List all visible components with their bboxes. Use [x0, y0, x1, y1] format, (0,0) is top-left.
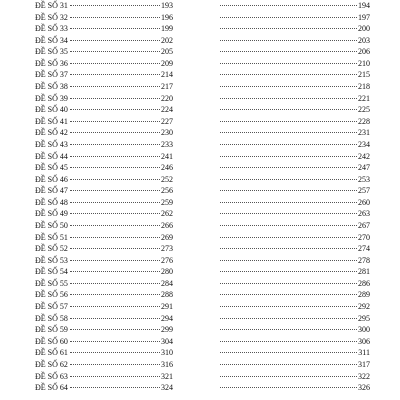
dot-leader: [70, 190, 160, 191]
toc-entry-title: ĐỀ SỐ 63: [35, 371, 68, 381]
toc-entry-page-number: 262: [161, 209, 173, 219]
toc-entry-page-number: 197: [358, 12, 370, 22]
toc-entry[interactable]: [35, 185, 173, 197]
toc-entry-page-number: 284: [161, 278, 173, 288]
toc-entry-title: ĐỀ SỐ 42: [35, 128, 68, 138]
toc-entry[interactable]: [220, 127, 370, 139]
toc-entry[interactable]: [35, 12, 173, 24]
toc-entry-title: ĐỀ SỐ 44: [35, 151, 68, 161]
toc-entry[interactable]: [220, 162, 370, 174]
dot-leader: [70, 283, 160, 284]
toc-entry-page-number: 214: [161, 70, 173, 80]
toc-entry[interactable]: [220, 347, 370, 359]
toc-entry-page-number: 253: [358, 174, 370, 184]
dot-leader: [220, 260, 357, 261]
dot-leader: [70, 202, 160, 203]
toc-entry-page-number: 227: [161, 116, 173, 126]
dot-leader: [220, 156, 357, 157]
toc-entry-title: ĐỀ SỐ 43: [35, 139, 68, 149]
toc-entry-page-number: 206: [358, 47, 370, 57]
toc-entry-title: ĐỀ SỐ 64: [35, 383, 68, 393]
dot-leader: [220, 40, 357, 41]
toc-entry-page-number: 300: [358, 325, 370, 335]
toc-entry-title: ĐỀ SỐ 48: [35, 197, 68, 207]
dot-leader: [220, 306, 357, 307]
toc-entry[interactable]: [35, 46, 173, 58]
dot-leader: [70, 63, 160, 64]
toc-entry-page-number: 194: [358, 1, 370, 10]
dot-leader: [70, 387, 160, 388]
dot-leader: [70, 271, 160, 272]
dot-leader: [220, 341, 357, 342]
dot-leader: [70, 74, 160, 75]
toc-entry[interactable]: [220, 220, 370, 232]
dot-leader: [220, 237, 357, 238]
dot-leader: [70, 260, 160, 261]
toc-entry-title: ĐỀ SỐ 45: [35, 163, 68, 173]
toc-entry[interactable]: [220, 116, 370, 128]
toc-entry[interactable]: [35, 243, 173, 255]
toc-entry-page-number: 256: [161, 186, 173, 196]
toc-entry[interactable]: [35, 35, 173, 47]
toc-entry-page-number: 233: [161, 139, 173, 149]
toc-entry[interactable]: [35, 127, 173, 139]
dot-leader: [220, 98, 357, 99]
dot-leader: [70, 306, 160, 307]
toc-entry[interactable]: [220, 208, 370, 220]
dot-leader: [70, 28, 160, 29]
toc-entry[interactable]: [220, 197, 370, 209]
toc-entry[interactable]: [35, 93, 173, 105]
toc-entry-page-number: 252: [161, 174, 173, 184]
toc-entry-page-number: 263: [358, 209, 370, 219]
dot-leader: [70, 341, 160, 342]
dot-leader: [220, 271, 357, 272]
dot-leader: [70, 5, 160, 6]
toc-entry[interactable]: [35, 0, 173, 12]
toc-entry-title: ĐỀ SỐ 59: [35, 325, 68, 335]
toc-entry[interactable]: [35, 81, 173, 93]
dot-leader: [70, 329, 160, 330]
toc-entry-page-number: 228: [358, 116, 370, 126]
dot-leader: [70, 179, 160, 180]
toc-entry-title: ĐỀ SỐ 31: [35, 1, 68, 10]
dot-leader: [70, 225, 160, 226]
dot-leader: [70, 86, 160, 87]
toc-entry[interactable]: [220, 382, 370, 394]
toc-entry-title: ĐỀ SỐ 49: [35, 209, 68, 219]
dot-leader: [220, 329, 357, 330]
toc-entry-page-number: 274: [358, 244, 370, 254]
dot-leader: [70, 318, 160, 319]
dot-leader: [70, 51, 160, 52]
toc-entry-page-number: 217: [161, 82, 173, 92]
toc-entry-title: ĐỀ SỐ 60: [35, 336, 68, 346]
toc-entry[interactable]: [35, 174, 173, 186]
toc-entry-title: ĐỀ SỐ 56: [35, 290, 68, 300]
toc-entry-page-number: 321: [161, 371, 173, 381]
dot-leader: [220, 132, 357, 133]
toc-entry-page-number: 306: [358, 336, 370, 346]
toc-entry-page-number: 270: [358, 232, 370, 242]
dot-leader: [220, 294, 357, 295]
toc-entry-page-number: 260: [358, 197, 370, 207]
dot-leader: [70, 109, 160, 110]
toc-entry[interactable]: [220, 69, 370, 81]
toc-entry-title: ĐỀ SỐ 52: [35, 244, 68, 254]
toc-entry[interactable]: [35, 139, 173, 151]
toc-right-column: [220, 0, 370, 394]
toc-entry-page-number: 291: [161, 302, 173, 312]
dot-leader: [70, 352, 160, 353]
dot-leader: [220, 86, 357, 87]
toc-left-column: [35, 0, 173, 394]
dot-leader: [70, 156, 160, 157]
dot-leader: [70, 167, 160, 168]
toc-entry-page-number: 267: [358, 220, 370, 230]
toc-entry-page-number: 294: [161, 313, 173, 323]
toc-entry-title: ĐỀ SỐ 53: [35, 255, 68, 265]
toc-entry[interactable]: [35, 232, 173, 244]
toc-entry[interactable]: [35, 255, 173, 267]
dot-leader: [70, 248, 160, 249]
toc-entry-page-number: 281: [358, 267, 370, 277]
toc-entry-page-number: 288: [161, 290, 173, 300]
toc-entry-page-number: 209: [161, 58, 173, 68]
toc-entry-page-number: 304: [161, 336, 173, 346]
toc-entry-page-number: 295: [358, 313, 370, 323]
toc-entry[interactable]: [220, 232, 370, 244]
toc-entry-page-number: 202: [161, 35, 173, 45]
toc-entry-page-number: 316: [161, 359, 173, 369]
toc-entry[interactable]: [220, 243, 370, 255]
toc-entry-title: ĐỀ SỐ 35: [35, 47, 68, 57]
dot-leader: [70, 294, 160, 295]
dot-leader: [220, 63, 357, 64]
toc-entry-title: ĐỀ SỐ 32: [35, 12, 68, 22]
toc-entry[interactable]: [220, 23, 370, 35]
toc-entry-title: ĐỀ SỐ 46: [35, 174, 68, 184]
toc-entry-page-number: 199: [161, 24, 173, 34]
toc-entry[interactable]: [220, 324, 370, 336]
toc-entry-title: ĐỀ SỐ 36: [35, 58, 68, 68]
toc-entry[interactable]: [35, 324, 173, 336]
toc-entry-page-number: 324: [161, 383, 173, 393]
toc-entry[interactable]: [35, 371, 173, 383]
dot-leader: [220, 387, 357, 388]
toc-entry[interactable]: [35, 69, 173, 81]
toc-entry[interactable]: [35, 382, 173, 394]
toc-entry-page-number: 310: [161, 348, 173, 358]
toc-entry-page-number: 205: [161, 47, 173, 57]
toc-entry-page-number: 289: [358, 290, 370, 300]
toc-entry[interactable]: [35, 347, 173, 359]
toc-entry-page-number: 257: [358, 186, 370, 196]
toc-entry[interactable]: [220, 336, 370, 348]
toc-entry-page-number: 266: [161, 220, 173, 230]
toc-entry-page-number: 322: [358, 371, 370, 381]
toc-entry[interactable]: [220, 255, 370, 267]
toc-entry-page-number: 234: [358, 139, 370, 149]
toc-entry-page-number: 224: [161, 105, 173, 115]
toc-entry-title: ĐỀ SỐ 39: [35, 93, 68, 103]
toc-entry-page-number: 225: [358, 105, 370, 115]
toc-entry[interactable]: [220, 313, 370, 325]
dot-leader: [70, 213, 160, 214]
toc-entry[interactable]: [35, 104, 173, 116]
toc-entry-title: ĐỀ SỐ 61: [35, 348, 68, 358]
toc-entry[interactable]: [35, 336, 173, 348]
dot-leader: [220, 51, 357, 52]
toc-entry[interactable]: [35, 289, 173, 301]
toc-entry-title: ĐỀ SỐ 40: [35, 105, 68, 115]
toc-entry-page-number: 215: [358, 70, 370, 80]
toc-entry-page-number: 218: [358, 82, 370, 92]
toc-entry-title: ĐỀ SỐ 34: [35, 35, 68, 45]
dot-leader: [220, 225, 357, 226]
toc-entry-page-number: 221: [358, 93, 370, 103]
toc-entry-page-number: 326: [358, 383, 370, 393]
dot-leader: [220, 74, 357, 75]
toc-entry-title: ĐỀ SỐ 57: [35, 302, 68, 312]
toc-entry[interactable]: [220, 46, 370, 58]
toc-entry[interactable]: [35, 58, 173, 70]
toc-entry-page-number: 273: [161, 244, 173, 254]
dot-leader: [220, 202, 357, 203]
toc-entry[interactable]: [220, 93, 370, 105]
toc-entry[interactable]: [220, 139, 370, 151]
toc-entry-page-number: 299: [161, 325, 173, 335]
dot-leader: [220, 248, 357, 249]
toc-entry[interactable]: [35, 151, 173, 163]
toc-entry[interactable]: [220, 35, 370, 47]
dot-leader: [70, 132, 160, 133]
toc-entry-title: ĐỀ SỐ 50: [35, 220, 68, 230]
toc-entry-page-number: 269: [161, 232, 173, 242]
toc-entry-page-number: 317: [358, 359, 370, 369]
toc-entry-page-number: 203: [358, 35, 370, 45]
dot-leader: [220, 167, 357, 168]
dot-leader: [70, 237, 160, 238]
toc-entry[interactable]: [35, 266, 173, 278]
toc-entry-page-number: 210: [358, 58, 370, 68]
toc-entry[interactable]: [220, 58, 370, 70]
toc-entry-page-number: 246: [161, 163, 173, 173]
dot-leader: [70, 376, 160, 377]
dot-leader: [70, 364, 160, 365]
toc-entry-page-number: 200: [358, 24, 370, 34]
toc-entry-title: ĐỀ SỐ 47: [35, 186, 68, 196]
dot-leader: [220, 5, 357, 6]
toc-entry-title: ĐỀ SỐ 58: [35, 313, 68, 323]
toc-entry-page-number: 242: [358, 151, 370, 161]
toc-entry[interactable]: [220, 151, 370, 163]
toc-entry-page-number: 259: [161, 197, 173, 207]
toc-entry[interactable]: [35, 116, 173, 128]
toc-entry-title: ĐỀ SỐ 38: [35, 82, 68, 92]
toc-entry-page-number: 230: [161, 128, 173, 138]
toc-entry-title: ĐỀ SỐ 41: [35, 116, 68, 126]
toc-entry-page-number: 220: [161, 93, 173, 103]
toc-entry-page-number: 311: [358, 348, 370, 358]
dot-leader: [70, 98, 160, 99]
dot-leader: [220, 213, 357, 214]
toc-entry-page-number: 286: [358, 278, 370, 288]
toc-entry-title: ĐỀ SỐ 33: [35, 24, 68, 34]
toc-entry-title: ĐỀ SỐ 51: [35, 232, 68, 242]
toc-entry[interactable]: [35, 23, 173, 35]
toc-entry-page-number: 280: [161, 267, 173, 277]
toc-entry[interactable]: [35, 313, 173, 325]
dot-leader: [220, 283, 357, 284]
toc-entry-page-number: 241: [161, 151, 173, 161]
toc-entry[interactable]: [220, 266, 370, 278]
toc-entry[interactable]: [220, 371, 370, 383]
dot-leader: [220, 179, 357, 180]
dot-leader: [70, 40, 160, 41]
toc-entry[interactable]: [220, 81, 370, 93]
dot-leader: [220, 109, 357, 110]
dot-leader: [70, 121, 160, 122]
dot-leader: [220, 17, 357, 18]
toc-entry[interactable]: [220, 0, 370, 12]
toc-entry[interactable]: [220, 301, 370, 313]
toc-entry-title: ĐỀ SỐ 37: [35, 70, 68, 80]
toc-entry-page-number: 247: [358, 163, 370, 173]
dot-leader: [70, 17, 160, 18]
toc-entry-page-number: 193: [161, 1, 173, 10]
dot-leader: [70, 144, 160, 145]
toc-entry[interactable]: [35, 208, 173, 220]
toc-entry[interactable]: [220, 104, 370, 116]
dot-leader: [220, 121, 357, 122]
toc-entry[interactable]: [35, 301, 173, 313]
dot-leader: [220, 352, 357, 353]
toc-entry[interactable]: [35, 220, 173, 232]
toc-entry[interactable]: [220, 289, 370, 301]
toc-entry[interactable]: [35, 162, 173, 174]
toc-entry-page-number: 278: [358, 255, 370, 265]
toc-entry[interactable]: [220, 278, 370, 290]
toc-entry-page-number: 231: [358, 128, 370, 138]
toc-entry[interactable]: [35, 278, 173, 290]
toc-entry-title: ĐỀ SỐ 62: [35, 359, 68, 369]
toc-entry[interactable]: [35, 197, 173, 209]
toc-entry[interactable]: [35, 359, 173, 371]
toc-entry-page-number: 276: [161, 255, 173, 265]
toc-entry[interactable]: [220, 174, 370, 186]
toc-entry[interactable]: [220, 12, 370, 24]
dot-leader: [220, 144, 357, 145]
dot-leader: [220, 364, 357, 365]
toc-entry-page-number: 292: [358, 302, 370, 312]
dot-leader: [220, 318, 357, 319]
toc-entry[interactable]: [220, 359, 370, 371]
dot-leader: [220, 28, 357, 29]
dot-leader: [220, 376, 357, 377]
dot-leader: [220, 190, 357, 191]
toc-entry-title: ĐỀ SỐ 55: [35, 278, 68, 288]
toc-entry[interactable]: [220, 185, 370, 197]
toc-entry-page-number: 196: [161, 12, 173, 22]
toc-entry-title: ĐỀ SỐ 54: [35, 267, 68, 277]
